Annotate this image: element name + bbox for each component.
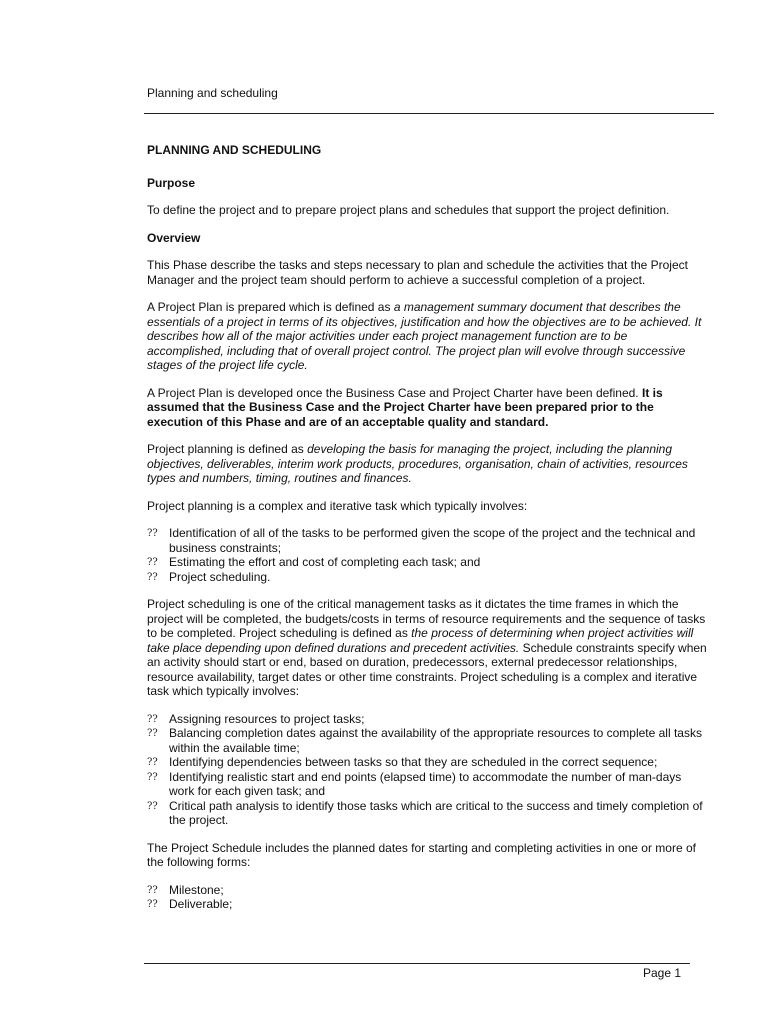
- page-number: Page 1: [643, 966, 682, 980]
- document-body: [147, 143, 707, 925]
- list-item: [147, 897, 707, 912]
- list-item-text: Milestone;: [169, 882, 224, 897]
- bullet-icon: ??: [147, 771, 158, 783]
- schedule-forms-list: [147, 883, 707, 912]
- project-plan-definition: a management summary document that describes the essentials of a project in terms of its objectives, justification and how the objectives are to be achieved. It describes how all of the major activities under each project management function are to be accomplished, including that of overall project control. The project plan will evolve through successive stages of the project life cycle.: [147, 300, 702, 372]
- running-header: Planning and scheduling: [147, 86, 278, 100]
- list-item-text: Identifying realistic start and end points (elapsed time) to accommodate the number of man-days work for each given task; and: [169, 769, 682, 798]
- project-scheduling-definition: the process of determining when project activities will take place depending upon defined durations and precedent activities.: [147, 626, 694, 655]
- paragraph-2-lead: A Project Plan is prepared which is defined as: [147, 300, 394, 314]
- bullet-icon: ??: [147, 528, 158, 539]
- list-item-text: Assigning resources to project tasks;: [169, 711, 365, 726]
- list-item: [147, 555, 707, 570]
- header-divider: [144, 113, 714, 114]
- list-item: [147, 883, 707, 898]
- paragraph-6-lead: Project scheduling is one of the critical management tasks as it dictates the time frames in which the project will be completed, the budgets/costs in terms of resource requirements and the sequence of tasks to be completed. Project scheduling is defined as: [147, 597, 706, 640]
- list-item-text: Identifying dependencies between tasks so that they are scheduled in the correct sequence;: [169, 755, 658, 769]
- purpose-text: To define the project and to prepare project plans and schedules that support the project definition.: [147, 203, 670, 217]
- list-item-text: Estimating the effort and cost of completing each task; and: [169, 555, 481, 569]
- overview-paragraph-2: [147, 300, 707, 373]
- footer-divider: [144, 963, 690, 964]
- list-item: [147, 755, 707, 770]
- paragraph-3-lead: A Project Plan is developed once the Business Case and Project Charter have been defined.: [147, 385, 639, 400]
- list-item: [147, 570, 707, 585]
- bullet-icon: ??: [147, 728, 158, 739]
- paragraph-6-tail: Schedule constraints specify when an activity should start or end, based on duration, predecessors, external predecessor relationships, resource availability, target dates or other time constraints. Project scheduling is a complex and iterative task which typically involves:: [147, 640, 707, 698]
- overview-paragraph-1: This Phase describe the tasks and steps necessary to plan and schedule the activities that the Project Manager and the project team should perform to achieve a successful completion of a project.: [147, 258, 688, 287]
- list-item: [147, 799, 707, 828]
- bullet-icon: ??: [147, 800, 158, 812]
- bullet-icon: ??: [147, 571, 158, 583]
- list-item-text: Balancing completion dates against the availability of the appropriate resources to complete all tasks within the available time;: [169, 726, 702, 755]
- bullet-icon: ??: [147, 713, 158, 725]
- planning-tasks-list: [147, 526, 707, 584]
- overview-paragraph-6: [147, 597, 707, 699]
- list-item-text: Identification of all of the tasks to be performed given the scope of the project and the technical and business constraints;: [169, 526, 696, 555]
- bullet-icon: ??: [147, 557, 158, 568]
- paragraph-4-lead: Project planning is defined as: [147, 442, 308, 456]
- project-planning-definition: developing the basis for managing the project, including the planning objectives, deliverables, interim work products, procedures, organisation, chain of activities, resources types and numbers, timing, routines and finances.: [147, 442, 688, 485]
- overview-paragraph-4: [147, 442, 707, 486]
- list-item: [147, 712, 707, 727]
- overview-paragraph-7: The Project Schedule includes the planned dates for starting and completing activities in one or more of the following forms:: [147, 840, 696, 869]
- bullet-icon: ??: [147, 757, 158, 768]
- list-item-text: Critical path analysis to identify those tasks which are critical to the success and timely completion of the project.: [169, 798, 703, 827]
- overview-heading: Overview: [147, 230, 201, 245]
- list-item: [147, 726, 707, 755]
- list-item-text: Deliverable;: [169, 897, 233, 911]
- bullet-icon: ??: [147, 899, 158, 910]
- list-item-text: Project scheduling.: [169, 569, 271, 584]
- overview-paragraph-5: Project planning is a complex and iterative task which typically involves:: [147, 498, 528, 513]
- document-title: PLANNING AND SCHEDULING: [147, 143, 322, 157]
- list-item: [147, 770, 707, 799]
- bullet-icon: ??: [147, 884, 158, 896]
- list-item: [147, 526, 707, 555]
- scheduling-tasks-list: [147, 712, 707, 828]
- assumption-statement: It is assumed that the Business Case and the Project Charter have been prepared prior to the execution of this Phase and are of an acceptable quality and standard.: [147, 385, 663, 429]
- purpose-heading: Purpose: [147, 175, 196, 190]
- overview-paragraph-3: [147, 386, 707, 430]
